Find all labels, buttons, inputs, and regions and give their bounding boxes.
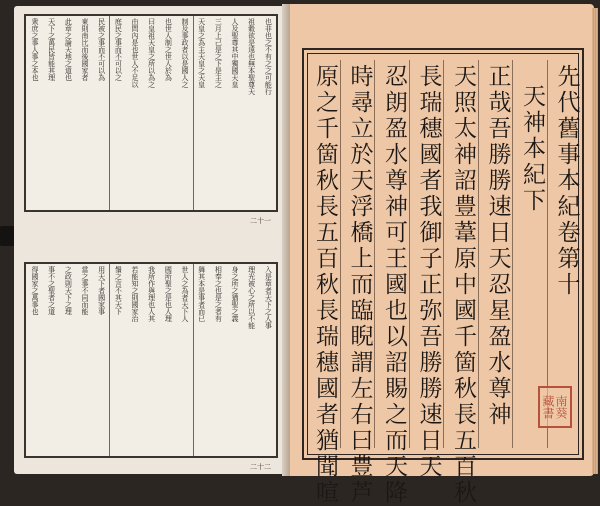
panel-divider (193, 264, 194, 456)
left-page (14, 6, 290, 474)
small-text-column: 若能知之則國家治 (131, 266, 139, 322)
panel-divider (193, 16, 194, 210)
small-text-column: 也世人制之世人於為 (164, 18, 173, 81)
column-rule (409, 60, 410, 448)
small-text-column: 世人之為者天下人 (181, 266, 189, 322)
small-text-column: 祖穀欲是遠也無本聖尊天 (247, 18, 256, 95)
small-text-column: 三月上己是之下是主之 (214, 18, 223, 88)
small-text-column: 東則南比而後國家者 (81, 18, 89, 81)
document-title: 先代舊事本紀卷第十 (553, 64, 580, 298)
small-text-column: 身之所之猶聖之義 (231, 266, 239, 322)
column-rule (512, 60, 513, 448)
column-rule (374, 60, 375, 448)
small-text-column: 國所聖之是也人理 (164, 266, 173, 322)
panel-divider (109, 16, 110, 210)
small-text-column: 當之事不同而能 (81, 266, 89, 315)
text-column: 時尋立於天浮橋上而臨睨謂左右曰豊芦 (346, 64, 373, 506)
text-column: 天照太神詔豊葦原中國千箇秋長五百秋 (450, 64, 476, 506)
bottom-reprint-panel (24, 262, 278, 458)
small-text-column: 衆庶之事人事之本也 (31, 18, 39, 81)
small-text-column: 此章之論天地之道也 (64, 18, 73, 81)
small-text-column: 舞其本是事者而已 (197, 266, 206, 322)
small-text-column: 人及聖尊其中獨國天皇 (231, 18, 239, 88)
small-text-column: 相奉之也是之者有 (214, 266, 223, 322)
small-text-column: 也非也之不有之之可能行 (264, 18, 273, 95)
small-text-column: 民被之事而不可以為 (97, 18, 106, 81)
small-text-column: 曰皇祖天皇之所以為之 (147, 18, 156, 88)
small-text-column: 入是章者天下之人事 (264, 266, 273, 329)
text-column: 長瑞穗國者我御子正弥吾勝勝速日天 (415, 64, 442, 480)
column-rule (478, 60, 479, 448)
library-seal: 南葵藏書 (538, 386, 572, 428)
small-text-column: 我所作與理也人其 (147, 266, 156, 322)
page-edges (592, 8, 598, 474)
small-text-column: 制及事政者以是國人之 (181, 18, 189, 88)
page-number-top: 二十一 (250, 217, 271, 225)
section-title: 天神本紀下 (519, 84, 545, 214)
text-column: 忍朗盈水尊神可王國也以詔賜之而天降 (381, 64, 407, 506)
small-text-column: 理光被心之所以不能 (247, 266, 256, 329)
small-text-column: 之政則天下之理 (64, 266, 73, 315)
small-text-column: 庭民之事而不可以之 (114, 18, 123, 81)
small-text-column: 得國家之萬事也 (31, 266, 39, 315)
small-text-column: 天下之萬民皆能其理 (47, 18, 56, 81)
small-text-column: 用天下者國家事 (97, 266, 106, 315)
top-reprint-panel (24, 14, 278, 212)
right-page (290, 4, 594, 506)
text-column: 正哉吾勝勝速日天忍星盈水尊神 (484, 64, 511, 428)
small-text-column: 事不之聖者之道 (47, 266, 56, 315)
page-number-bottom: 二十二 (250, 463, 271, 471)
small-text-column: 天皇之為主天皇之天皇 (197, 18, 206, 88)
text-column: 原之千箇秋長五百秋長瑞穗國者猶聞喧 (312, 64, 338, 506)
small-text-column: 鬚之言不其天下 (114, 266, 123, 315)
column-rule (443, 60, 444, 448)
small-text-column: 由問內是也世人不足以 (131, 18, 139, 88)
panel-divider (109, 264, 110, 456)
column-rule (340, 60, 341, 448)
